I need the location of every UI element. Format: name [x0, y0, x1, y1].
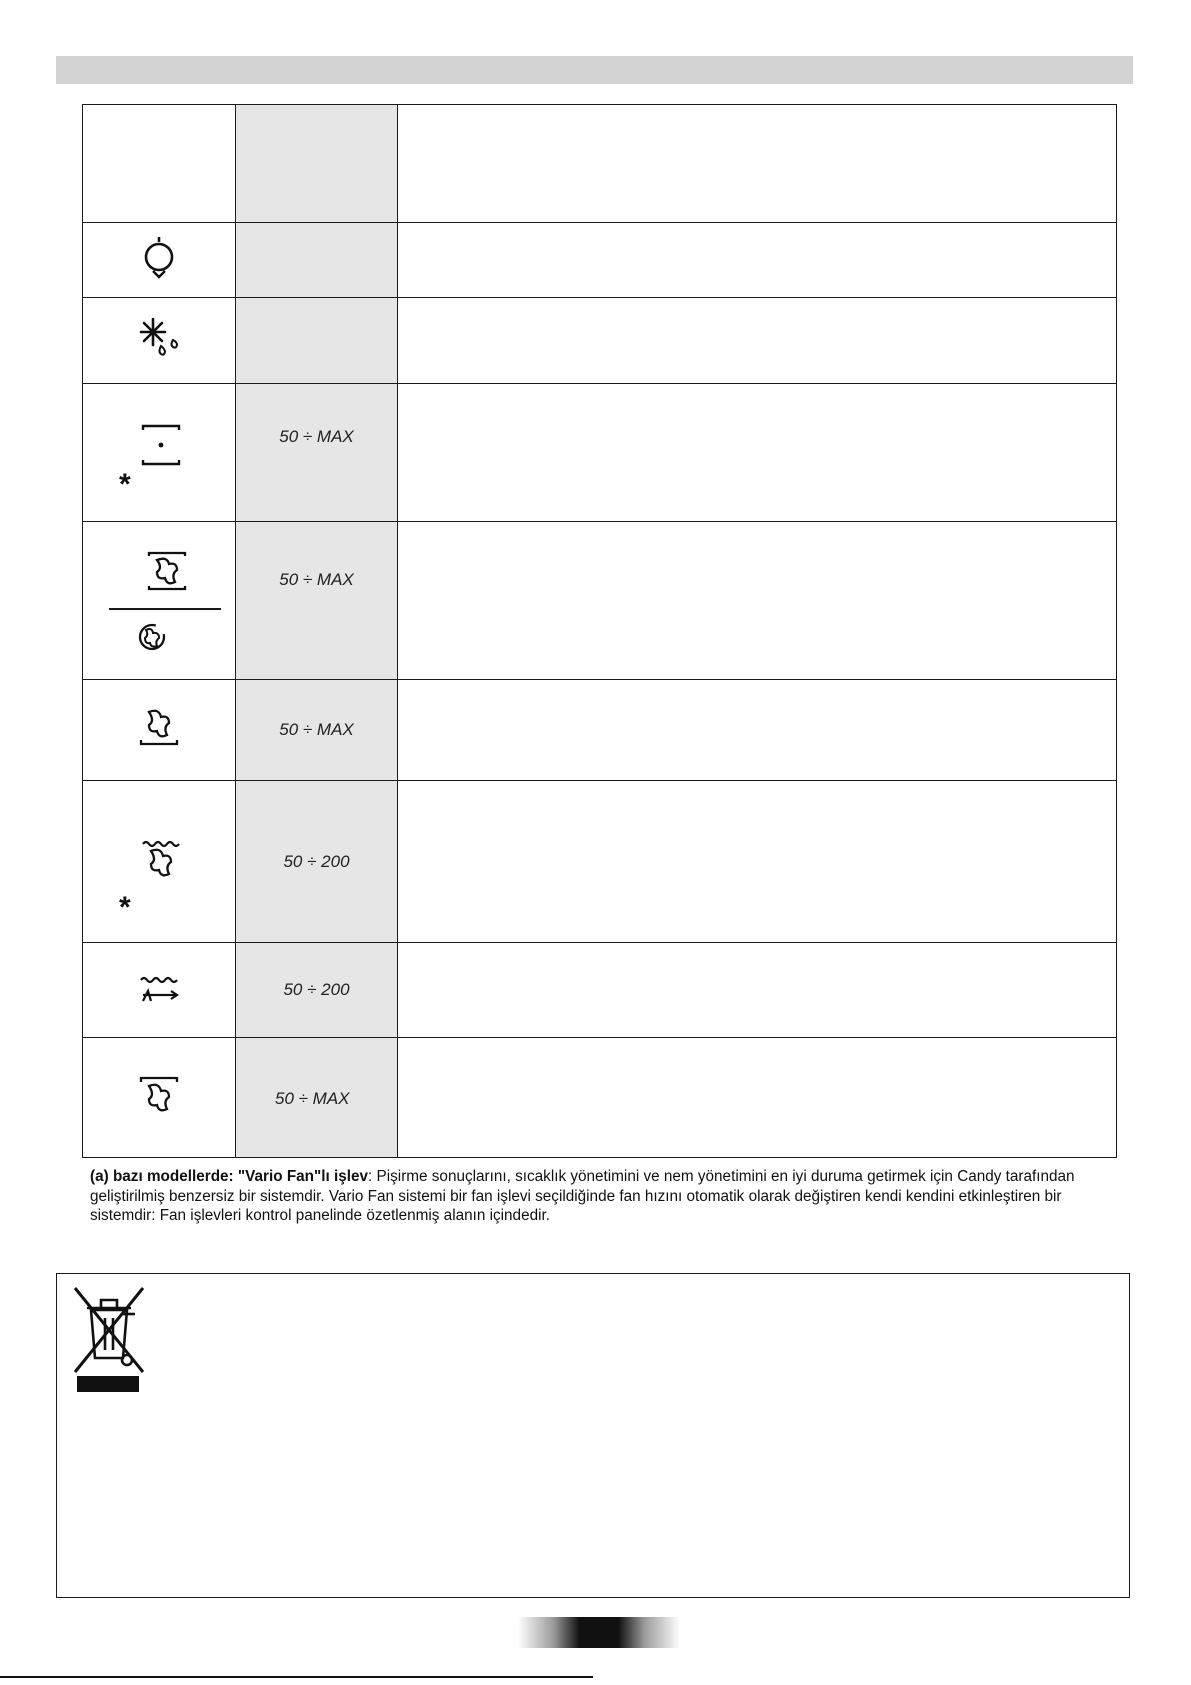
table-row-fan-grill — [83, 780, 1116, 942]
description-cell — [398, 680, 1116, 780]
bottom-rule — [0, 1676, 593, 1678]
weee-black-bar — [77, 1376, 139, 1392]
table-row-defrost — [83, 297, 1116, 383]
table-row-fan-top-bottom — [83, 521, 1116, 679]
weee-disposal-box — [56, 1273, 1130, 1598]
fan-grill-icon — [141, 839, 181, 879]
footnote-text: : Pişirme sonuçlarını, sıcaklık yönetimini ve nem yönetimini en iyi duruma getirmek için Candy tarafından geliştirilmiş benzersiz bir sistemdir. Vario Fan sistemi bir fan işlevi seçildiğinde fan hızını otomatik olarak değiştiren kendi kendini etkinleştiren bir sistemdir: Fan işlevleri kontrol panelinde özetlenmiş alanın içindedir. — [90, 1168, 1075, 1224]
oven-lamp-icon — [139, 233, 179, 281]
temp-cell — [235, 298, 398, 383]
description-cell — [398, 298, 1116, 383]
temp-cell: 50 ÷ 200 — [283, 980, 350, 999]
description-cell — [398, 781, 1116, 942]
table-row-conventional — [83, 383, 1116, 521]
defrost-icon — [139, 316, 183, 358]
temp-cell: 50 ÷ MAX — [275, 1088, 350, 1108]
crossed-out-wheelie-bin-icon — [71, 1284, 147, 1376]
fan-top-heat-icon — [139, 1074, 179, 1114]
table-row-fan-top — [83, 1037, 1116, 1159]
oven-functions-table — [82, 104, 1117, 1158]
table-row-header — [83, 105, 1116, 222]
asterisk-mark: * — [119, 891, 131, 924]
icon-cell — [83, 105, 235, 222]
description-cell — [398, 384, 1116, 521]
top-bottom-heat-icon — [141, 422, 181, 468]
description-cell — [398, 1038, 1116, 1159]
description-cell — [398, 223, 1116, 297]
table-row-lamp — [83, 222, 1116, 297]
grill-icon — [139, 975, 181, 1005]
header-bar — [56, 56, 1133, 84]
temp-cell: 50 ÷ MAX — [279, 427, 354, 446]
temp-cell: 50 ÷ MAX — [279, 720, 354, 739]
temp-cell — [235, 223, 398, 297]
temp-cell — [235, 105, 398, 222]
description-cell — [398, 522, 1116, 679]
vario-fan-icon — [137, 622, 167, 652]
fan-top-bottom-heat-icon — [147, 550, 187, 592]
footnote-bold-lead: (a) bazı modellerde: "Vario Fan"lı işlev — [90, 1168, 369, 1185]
vario-fan-footnote — [90, 1167, 1090, 1226]
icon-divider — [109, 608, 221, 610]
temp-cell: 50 ÷ MAX — [279, 570, 354, 589]
description-cell — [398, 943, 1116, 1037]
asterisk-mark: * — [119, 468, 131, 501]
table-row-fan-bottom — [83, 679, 1116, 780]
fan-bottom-heat-icon — [139, 708, 179, 748]
description-cell — [398, 105, 1116, 222]
table-row-grill — [83, 942, 1116, 1037]
page-number-tab — [518, 1617, 680, 1648]
temp-cell: 50 ÷ 200 — [283, 851, 350, 871]
